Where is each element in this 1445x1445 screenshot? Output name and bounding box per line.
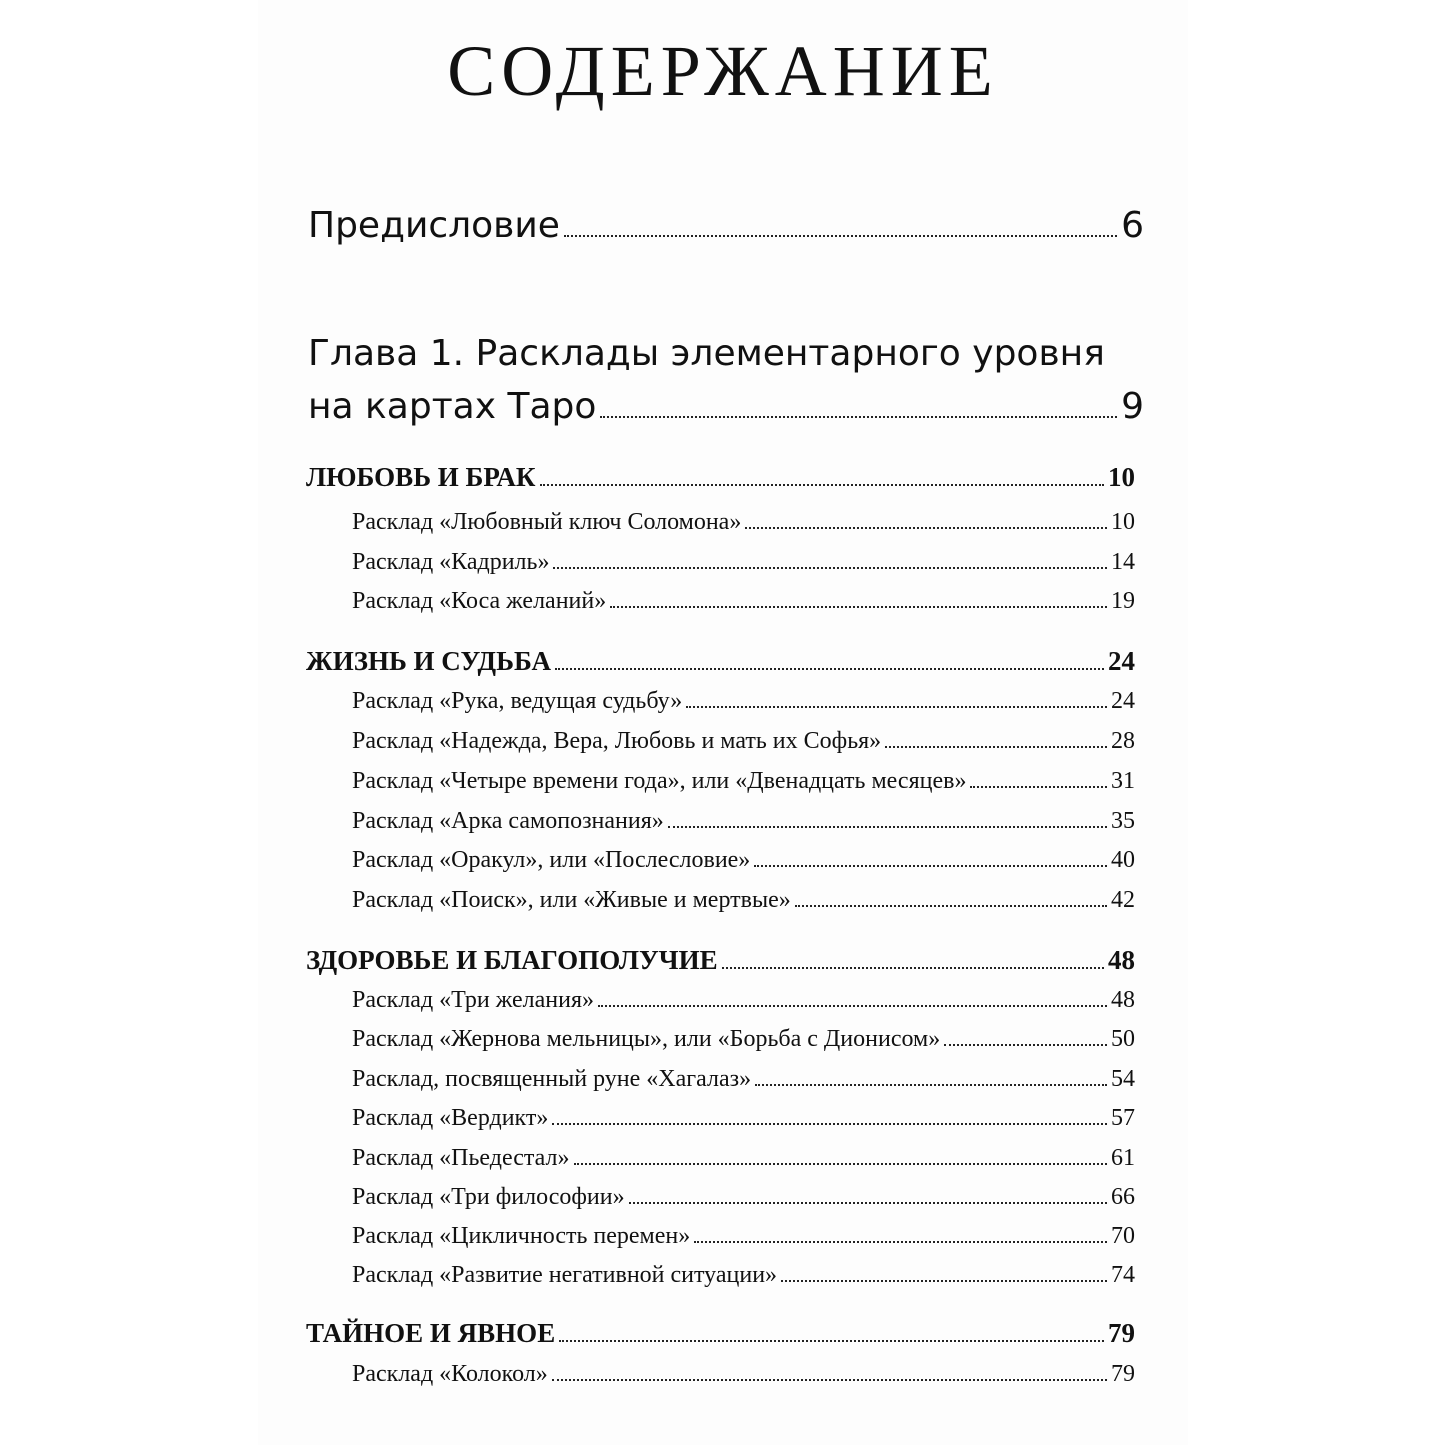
- dot-leader: [574, 1162, 1108, 1165]
- toc-page-number: 79: [1111, 1361, 1135, 1387]
- dot-leader: [970, 785, 1107, 788]
- toc-page-number: 48: [1108, 945, 1135, 975]
- toc-page-number: 54: [1111, 1066, 1135, 1092]
- toc-page-number: 6: [1121, 205, 1144, 246]
- dot-leader: [781, 1279, 1107, 1282]
- toc-item-label: Расклад «Четыре времени года», или «Двенадцать месяцев»: [352, 768, 967, 794]
- dot-leader: [552, 1378, 1107, 1381]
- toc-page-number: 66: [1111, 1184, 1135, 1210]
- toc-item[interactable]: [352, 808, 1135, 835]
- toc-item[interactable]: [352, 1145, 1135, 1172]
- book-page: [258, 0, 1188, 1445]
- toc-page-number: 79: [1108, 1318, 1135, 1348]
- toc-page-number: 57: [1111, 1105, 1135, 1131]
- toc-item[interactable]: [352, 1361, 1135, 1388]
- toc-item[interactable]: [352, 887, 1135, 914]
- toc-item[interactable]: [352, 549, 1135, 576]
- toc-page-number: 50: [1111, 1026, 1135, 1052]
- toc-item-label: Расклад «Арка самопознания»: [352, 808, 664, 834]
- toc-page-number: 31: [1111, 768, 1135, 794]
- toc-item-label: Расклад «Пьедестал»: [352, 1145, 570, 1171]
- toc-item-label: Расклад «Колокол»: [352, 1361, 548, 1387]
- toc-page-number: 14: [1111, 549, 1135, 575]
- toc-item-label: Расклад «Оракул», или «Послесловие»: [352, 847, 751, 873]
- toc-page-number: 9: [1121, 386, 1144, 427]
- dot-leader: [555, 667, 1104, 670]
- toc-page-number: 35: [1111, 808, 1135, 834]
- toc-section[interactable]: [306, 1318, 1135, 1349]
- toc-entry-chapter-1-title: [308, 333, 1144, 374]
- toc-page-number: 70: [1111, 1223, 1135, 1249]
- toc-item[interactable]: [352, 728, 1135, 755]
- toc-section[interactable]: [306, 945, 1135, 976]
- dot-leader: [885, 745, 1107, 748]
- toc-page-number: 10: [1111, 509, 1135, 535]
- toc-item-label: Расклад «Кадриль»: [352, 549, 550, 575]
- dot-leader: [722, 966, 1104, 969]
- toc-page-number: 28: [1111, 728, 1135, 754]
- toc-entry-label: Предисловие: [308, 205, 560, 246]
- toc-item-label: Расклад «Развитие негативной ситуации»: [352, 1262, 778, 1288]
- dot-leader: [610, 605, 1107, 608]
- toc-section-label: ЗДОРОВЬЕ И БЛАГОПОЛУЧИЕ: [306, 945, 718, 975]
- toc-page-number: 24: [1111, 688, 1135, 714]
- toc-page-number: 40: [1111, 847, 1135, 873]
- dot-leader: [600, 415, 1117, 418]
- dot-leader: [694, 1240, 1107, 1243]
- dot-leader: [755, 1083, 1107, 1086]
- toc-item[interactable]: [352, 509, 1135, 536]
- dot-leader: [553, 566, 1107, 569]
- toc-entry-label: Глава 1. Расклады элементарного уровня: [308, 333, 1105, 374]
- dot-leader: [552, 1122, 1107, 1125]
- toc-item[interactable]: [352, 987, 1135, 1014]
- toc-page-number: 74: [1111, 1262, 1135, 1288]
- toc-item-label: Расклад «Цикличность перемен»: [352, 1223, 691, 1249]
- dot-leader: [598, 1004, 1107, 1007]
- dot-leader: [564, 234, 1117, 237]
- dot-leader: [754, 864, 1107, 867]
- toc-page-number: 10: [1108, 462, 1135, 492]
- toc-item-label: Расклад «Коса желаний»: [352, 588, 607, 614]
- toc-item-label: Расклад «Рука, ведущая судьбу»: [352, 688, 683, 714]
- toc-item[interactable]: [352, 1223, 1135, 1250]
- page-title: СОДЕРЖАНИЕ: [447, 31, 999, 111]
- toc-item[interactable]: [352, 688, 1135, 715]
- toc-section-label: ТАЙНОЕ И ЯВНОЕ: [306, 1318, 556, 1348]
- toc-page-number: 42: [1111, 887, 1135, 913]
- dot-leader: [745, 526, 1107, 529]
- toc-section[interactable]: [306, 646, 1135, 677]
- toc-page-number: 24: [1108, 646, 1135, 676]
- toc-item[interactable]: [352, 1184, 1135, 1211]
- toc-item[interactable]: [352, 1066, 1135, 1093]
- toc-item-label: Расклад «Три философии»: [352, 1184, 625, 1210]
- toc-item[interactable]: [352, 768, 1135, 795]
- toc-item-label: Расклад «Вердикт»: [352, 1105, 549, 1131]
- toc-section-label: ЖИЗНЬ И СУДЬБА: [306, 646, 551, 676]
- toc-item-label: Расклад «Жернова мельницы», или «Борьба с Дионисом»: [352, 1026, 941, 1052]
- toc-section[interactable]: [306, 462, 1135, 493]
- toc-item-label: Расклад «Три желания»: [352, 987, 595, 1013]
- toc-item[interactable]: [352, 1026, 1135, 1053]
- toc-section-label: ЛЮБОВЬ И БРАК: [306, 462, 536, 492]
- dot-leader: [540, 483, 1104, 486]
- toc-item[interactable]: [352, 1105, 1135, 1132]
- toc-page-number: 48: [1111, 987, 1135, 1013]
- toc-entry-label: на картах Таро: [308, 386, 597, 427]
- dot-leader: [944, 1043, 1107, 1046]
- toc-item[interactable]: [352, 1262, 1135, 1289]
- dot-leader: [629, 1201, 1107, 1204]
- toc-item[interactable]: [352, 588, 1135, 615]
- toc-item-label: Расклад «Надежда, Вера, Любовь и мать их Софья»: [352, 728, 882, 754]
- dot-leader: [668, 825, 1107, 828]
- dot-leader: [795, 904, 1107, 907]
- toc-entry-chapter-1[interactable]: [308, 386, 1144, 427]
- toc-page-number: 19: [1111, 588, 1135, 614]
- toc-item-label: Расклад «Поиск», или «Живые и мертвые»: [352, 887, 791, 913]
- toc-page-number: 61: [1111, 1145, 1135, 1171]
- dot-leader: [686, 705, 1107, 708]
- toc-item-label: Расклад, посвященный руне «Хагалаз»: [352, 1066, 752, 1092]
- toc-item[interactable]: [352, 847, 1135, 874]
- toc-entry-preface[interactable]: [308, 205, 1144, 246]
- toc-item-label: Расклад «Любовный ключ Соломона»: [352, 509, 742, 535]
- dot-leader: [559, 1339, 1104, 1342]
